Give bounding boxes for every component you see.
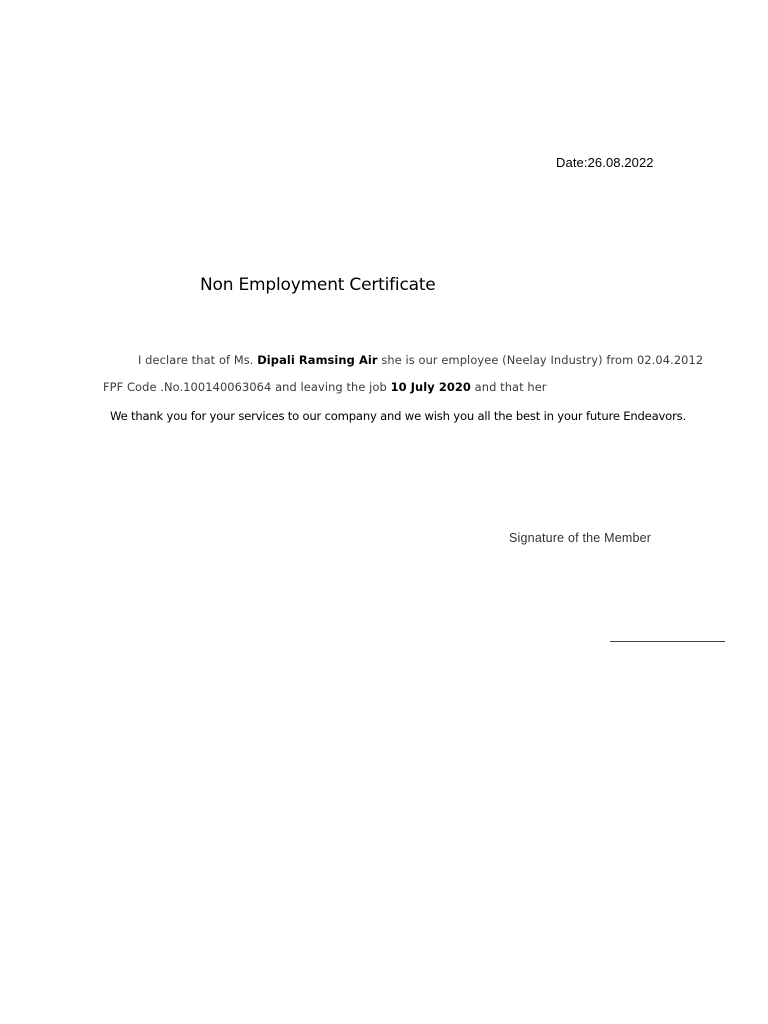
thank-you-line: We thank you for your services to our company and we wish you all the best in your future Endeavors. (110, 409, 686, 423)
fpf-code-text: FPF Code .No.100140063064 and leaving the job (103, 380, 391, 394)
certificate-title: Non Employment Certificate (200, 275, 436, 295)
declaration-line-1 (138, 353, 703, 367)
certificate-date: Date:26.08.2022 (556, 155, 654, 170)
employee-name: Dipali Ramsing Air (257, 353, 378, 367)
declaration-continuation: and that her (470, 380, 547, 394)
signature-line (610, 641, 725, 642)
employment-details: she is our employee (Neelay Industry) from 02.04.2012 (377, 353, 704, 367)
leaving-date: 10 July 2020 (390, 380, 471, 394)
declaration-line-2 (103, 380, 547, 394)
signature-label: Signature of the Member (509, 531, 652, 545)
declaration-text: I declare that of Ms. (138, 353, 258, 367)
